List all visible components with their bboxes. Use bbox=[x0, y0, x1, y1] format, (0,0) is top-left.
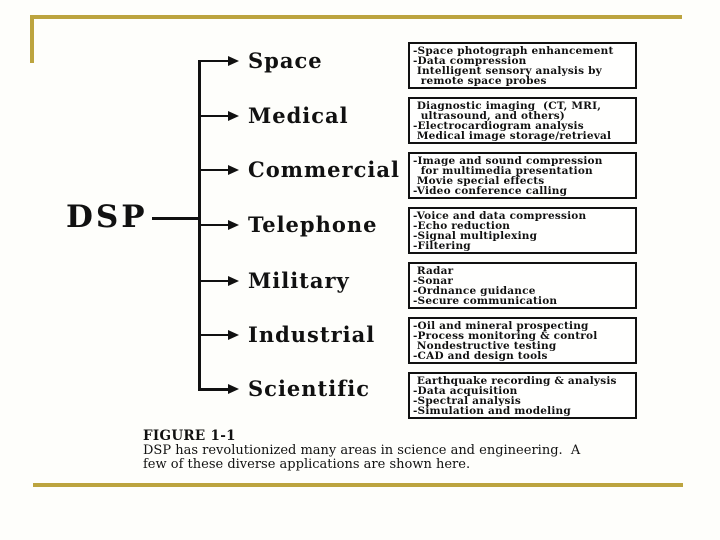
application-item: -Electrocardiogram analysis bbox=[413, 120, 584, 132]
application-item: -Data compression bbox=[413, 55, 527, 67]
dsp-root-label: DSP bbox=[66, 199, 148, 235]
application-item: Earthquake recording & analysis bbox=[413, 375, 617, 387]
branch-label-commercial: Commercial bbox=[248, 157, 400, 182]
branch-arrowhead-icon bbox=[228, 111, 239, 121]
applications-box-industrial bbox=[408, 317, 637, 364]
application-item: Intelligent sensory analysis by bbox=[413, 65, 602, 77]
slide-left-rule bbox=[30, 15, 34, 63]
application-item: for multimedia presentation bbox=[413, 165, 593, 177]
branch-arrowhead-icon bbox=[228, 165, 239, 175]
figure-caption-title: FIGURE 1-1 bbox=[143, 428, 236, 444]
application-item: -Video conference calling bbox=[413, 185, 568, 197]
application-item: -Signal multiplexing bbox=[413, 230, 538, 242]
applications-box-telephone bbox=[408, 207, 637, 254]
branch-label-telephone: Telephone bbox=[248, 212, 378, 237]
applications-box-scientific bbox=[408, 372, 637, 419]
branch-arrow-line bbox=[200, 224, 230, 226]
applications-box-military bbox=[408, 262, 637, 309]
branch-label-medical: Medical bbox=[248, 103, 349, 128]
application-item: Medical image storage/retrieval bbox=[413, 130, 612, 142]
application-item: Movie special effects bbox=[413, 175, 545, 187]
application-item: -Data acquisition bbox=[413, 385, 518, 397]
application-item: -Space photograph enhancement bbox=[413, 45, 614, 57]
applications-box-space bbox=[408, 42, 637, 89]
figure-caption-line: few of these diverse applications are shown here. bbox=[143, 457, 471, 472]
branch-label-industrial: Industrial bbox=[248, 322, 376, 347]
application-item: -Ordnance guidance bbox=[413, 285, 536, 297]
branch-arrow-line bbox=[200, 115, 230, 117]
branch-arrow-line bbox=[200, 169, 230, 171]
applications-box-commercial bbox=[408, 152, 637, 199]
application-item: Radar bbox=[413, 265, 454, 277]
application-item: -CAD and design tools bbox=[413, 350, 548, 362]
applications-box-medical bbox=[408, 97, 637, 144]
application-item: -Filtering bbox=[413, 240, 471, 252]
branch-arrowhead-icon bbox=[228, 56, 239, 66]
branch-label-space: Space bbox=[248, 48, 323, 73]
application-item: Nondestructive testing bbox=[413, 340, 557, 352]
dsp-connector-line bbox=[152, 217, 200, 220]
branch-arrowhead-icon bbox=[228, 330, 239, 340]
application-item: -Image and sound compression bbox=[413, 155, 603, 167]
branch-arrowhead-icon bbox=[228, 220, 239, 230]
branch-arrowhead-icon bbox=[228, 384, 239, 394]
branch-arrowhead-icon bbox=[228, 276, 239, 286]
branch-arrow-line bbox=[200, 280, 230, 282]
application-item: -Process monitoring & control bbox=[413, 330, 598, 342]
slide-top-rule bbox=[30, 15, 682, 19]
branch-label-military: Military bbox=[248, 268, 350, 293]
application-item: -Oil and mineral prospecting bbox=[413, 320, 589, 332]
application-item: -Simulation and modeling bbox=[413, 405, 571, 417]
application-item: ultrasound, and others) bbox=[413, 110, 565, 122]
slide-bottom-rule bbox=[33, 483, 683, 487]
application-item: -Spectral analysis bbox=[413, 395, 521, 407]
application-item: remote space probes bbox=[413, 75, 547, 87]
application-item: -Sonar bbox=[413, 275, 454, 287]
figure-caption-line: DSP has revolutionized many areas in science and engineering. A bbox=[143, 443, 581, 458]
branch-arrow-line bbox=[200, 334, 230, 336]
application-item: -Echo reduction bbox=[413, 220, 511, 232]
application-item: -Voice and data compression bbox=[413, 210, 587, 222]
application-item: -Secure communication bbox=[413, 295, 558, 307]
branch-arrow-line bbox=[200, 388, 230, 391]
branch-label-scientific: Scientific bbox=[248, 376, 371, 401]
application-item: Diagnostic imaging (CT, MRI, bbox=[413, 100, 602, 112]
branch-arrow-line bbox=[200, 60, 230, 62]
